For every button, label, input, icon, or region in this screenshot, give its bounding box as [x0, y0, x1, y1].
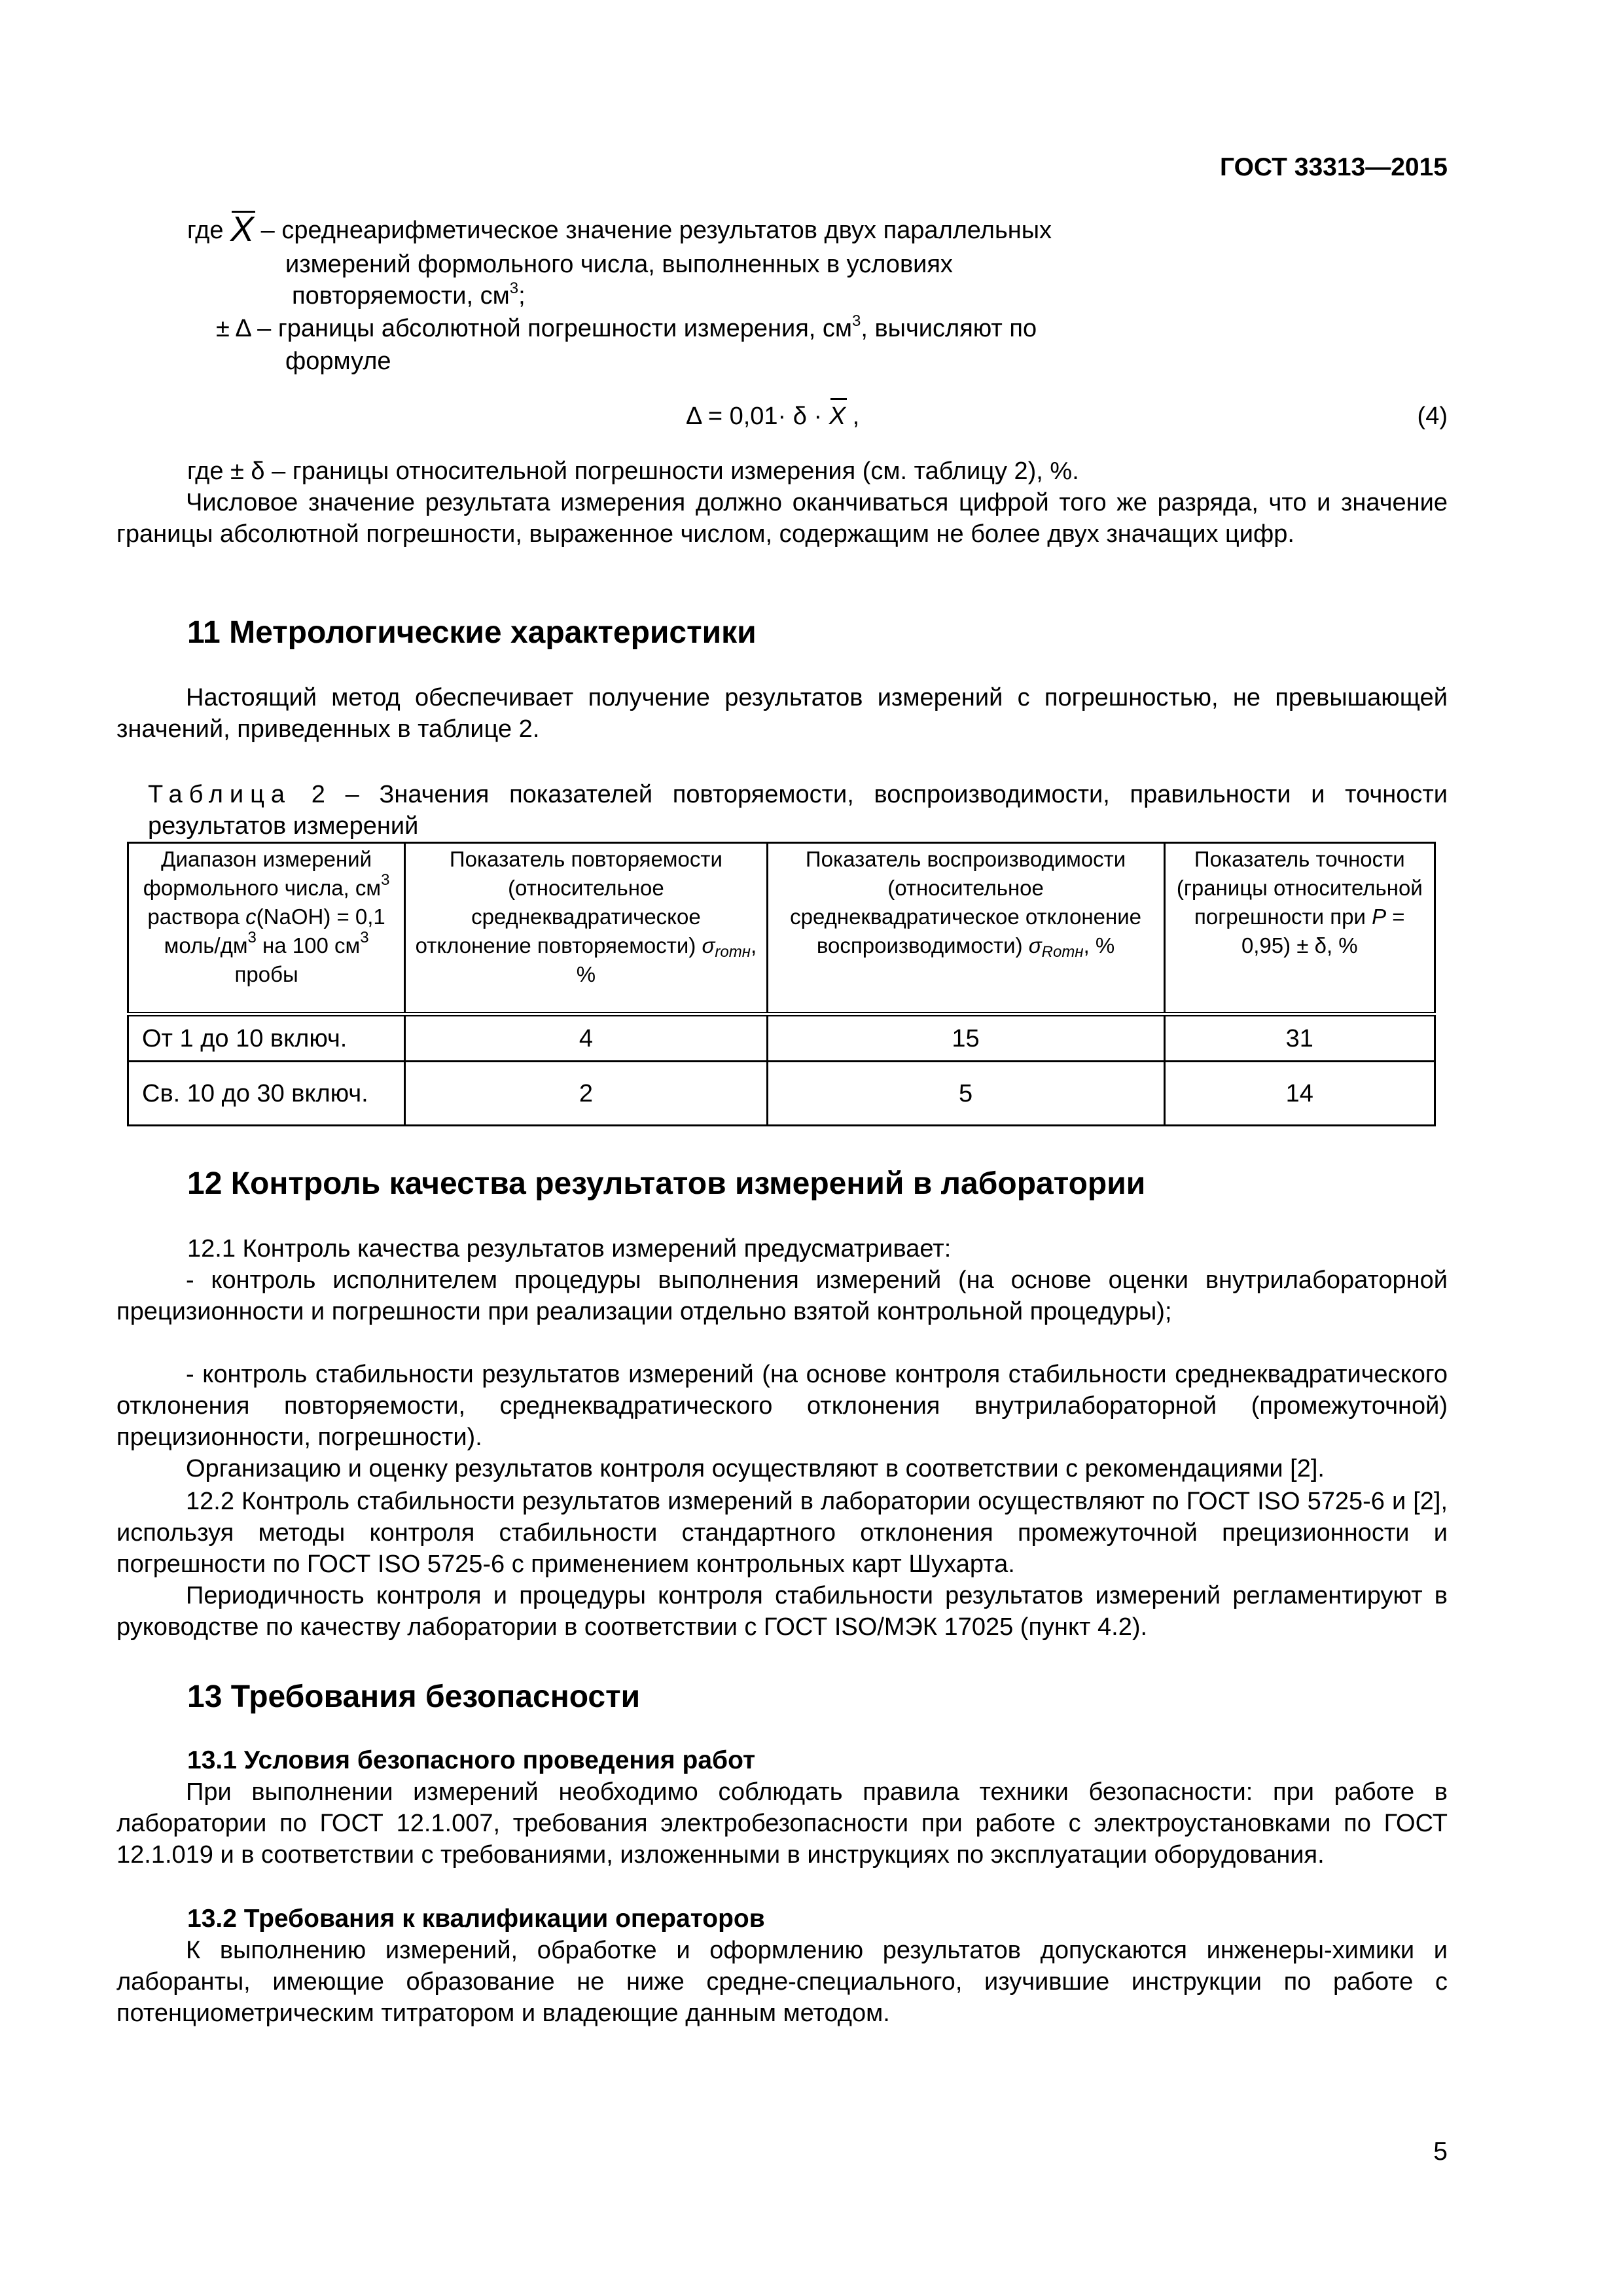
- section-13-title: 13 Требования безопасности: [187, 1679, 641, 1714]
- section-13-1-text: При выполнении измерений необходимо соблюдать правила техники безопасности: при работе в лаборатории по ГОСТ 12.1.007, требования электробезопасности при работе с электроустановками по ГОСТ 12.1.019 и в соответствии с требованиями, изложенными в инструкциях по эксплуатации оборудования.: [116, 1778, 1448, 1869]
- header-range-text2: раствора: [147, 905, 240, 929]
- numeric-value-paragraph: Числовое значение результата измерения должно оканчиваться цифрой того же разряда, что и значение границы абсолютной погрешности, выраженное числом, содержащим не более двух значащих цифр.: [116, 489, 1448, 548]
- cell-reproducibility: 15: [767, 1014, 1164, 1062]
- table-caption-text: 2 – Значения показателей повторяемости, воспроизводимости, правильности и точности результатов измерений: [148, 781, 1448, 840]
- header-range-text3: (NaOH) = 0,1 моль/дм: [164, 905, 385, 958]
- page-number: 5: [1433, 2138, 1448, 2166]
- where-delta-text: где ± δ – границы относительной погрешности измерения (см. таблицу 2), %.: [187, 457, 1079, 485]
- header-reproducibility: [767, 843, 1164, 1014]
- delta-description-text: ± Δ – границы абсолютной погрешности измерения, см: [216, 315, 853, 342]
- sigma-symbol: σ: [702, 933, 715, 958]
- header-unit: , %: [1083, 933, 1115, 958]
- formula-lhs: Δ = 0,01· δ ·: [686, 403, 823, 430]
- x-description-line2: измерений формольного числа, выполненных в условиях: [285, 251, 953, 278]
- header-accuracy: [1164, 843, 1435, 1014]
- delta-description-line2: формуле: [285, 348, 391, 375]
- delta-description-tail: , вычисляют по: [861, 315, 1037, 342]
- section-12-p5: 12.2 Контроль стабильности результатов измерений в лаборатории осуществляют по ГОСТ ISO 5725-6 и [2], используя методы контроля стабильности стандартного отклонения промежуточной прецизионности и погрешности по ГОСТ ISO 5725-6 с применением контрольных карт Шухарта.: [116, 1488, 1448, 1578]
- header-accuracy-text: Показатель точности (границы относительной погрешности при: [1176, 847, 1423, 929]
- header-repeatability-text: Показатель повторяемости (относительное среднеквадратическое отклонение повторяемости): [415, 847, 722, 958]
- where-lead: где: [187, 217, 224, 244]
- x-description-semicolon: ;: [518, 282, 526, 310]
- table-caption-label: Таблица: [148, 781, 291, 808]
- header-range-c: c: [245, 905, 257, 929]
- section-13-2-title: 13.2 Требования к квалификации операторов: [187, 1905, 765, 1933]
- table-2: [127, 842, 1436, 1126]
- superscript-3: 3: [360, 929, 369, 946]
- section-12-p4: Организацию и оценку результатов контроля осуществляют в соответствии с рекомендациями [2].: [186, 1455, 1325, 1482]
- table-header-row: [128, 843, 1435, 1014]
- formula-tail: ,: [852, 403, 860, 430]
- header-unit: , %: [576, 933, 757, 986]
- x-description-line3: [292, 280, 526, 312]
- table-row: [128, 1014, 1435, 1062]
- document-header-id: ГОСТ 33313—2015: [1220, 153, 1448, 181]
- section-13-2-text: К выполнению измерений, обработке и оформлению результатов допускаются инженеры-химики и лаборанты, имеющие образование не ниже средне-специального, изучившие инструкции по работе с потенциометрическим титратором и владеющие данным методом.: [116, 1937, 1448, 2027]
- header-reproducibility-text: Показатель воспроизводимости (относительное среднеквадратическое отклонение воспроизводимости): [790, 847, 1142, 958]
- header-accuracy-tail: = 0,95) ± δ, %: [1241, 905, 1405, 958]
- sigma-symbol: σ: [1028, 933, 1042, 958]
- x-mean-symbol: X: [230, 209, 255, 249]
- section-12-p3: - контроль стабильности результатов измерений (на основе контроля стабильности среднеквадратического отклонения повторяемости, среднеквадратического отклонения внутрилабораторной (промежуточной) прецизионности, погрешности).: [116, 1361, 1448, 1451]
- section-12-p2: - контроль исполнителем процедуры выполнения измерений (на основе оценки внутрилабораторной прецизионности и погрешности при реализации отдельно взятой контрольной процедуры);: [116, 1266, 1448, 1325]
- cell-repeatability: 4: [405, 1014, 767, 1062]
- superscript-3: 3: [381, 871, 390, 889]
- cell-accuracy: 31: [1164, 1014, 1435, 1062]
- cell-accuracy: 14: [1164, 1062, 1435, 1126]
- table-row: [128, 1062, 1435, 1126]
- superscript-3: 3: [852, 312, 861, 330]
- where-x-line: [187, 209, 1052, 249]
- x-description-text: повторяемости, см: [292, 282, 510, 310]
- sigma-subscript: Rотн: [1041, 943, 1084, 961]
- table-2-caption: [148, 779, 1448, 842]
- cell-reproducibility: 5: [767, 1062, 1164, 1126]
- header-accuracy-p: P: [1372, 905, 1387, 929]
- section-11-text: Настоящий метод обеспечивает получение результатов измерений с погрешностью, не превышающей значений, приведенных в таблице 2.: [116, 684, 1448, 743]
- section-12-p1: 12.1 Контроль качества результатов измерений предусматривает:: [187, 1235, 952, 1263]
- formula-number: (4): [1417, 403, 1448, 430]
- header-range: [128, 843, 405, 1014]
- header-range-text: Диапазон измерений формольного числа, см: [143, 847, 382, 900]
- cell-range: Св. 10 до 30 включ.: [128, 1062, 405, 1126]
- header-range-text4: на 100 см: [256, 933, 361, 958]
- formula-4: [686, 401, 859, 432]
- section-13-1-title: 13.1 Условия безопасного проведения работ: [187, 1746, 756, 1774]
- section-12-title: 12 Контроль качества результатов измерений в лаборатории: [187, 1166, 1146, 1201]
- formula-x-mean: X: [829, 401, 846, 432]
- superscript-3: 3: [509, 279, 519, 297]
- cell-repeatability: 2: [405, 1062, 767, 1126]
- x-description-line1: – среднеарифметическое значение результатов двух параллельных: [260, 217, 1052, 244]
- sigma-subscript: rотн: [715, 943, 751, 961]
- header-range-text5: пробы: [234, 962, 298, 986]
- delta-description-line1: [216, 313, 1037, 344]
- superscript-3: 3: [247, 929, 257, 946]
- cell-range: От 1 до 10 включ.: [128, 1014, 405, 1062]
- header-repeatability: [405, 843, 767, 1014]
- section-11-title: 11 Метрологические характеристики: [187, 615, 757, 650]
- section-12-p6: Периодичность контроля и процедуры контроля стабильности результатов измерений регламентируют в руководстве по качеству лаборатории в соответствии с ГОСТ ISO/МЭК 17025 (пункт 4.2).: [116, 1582, 1448, 1641]
